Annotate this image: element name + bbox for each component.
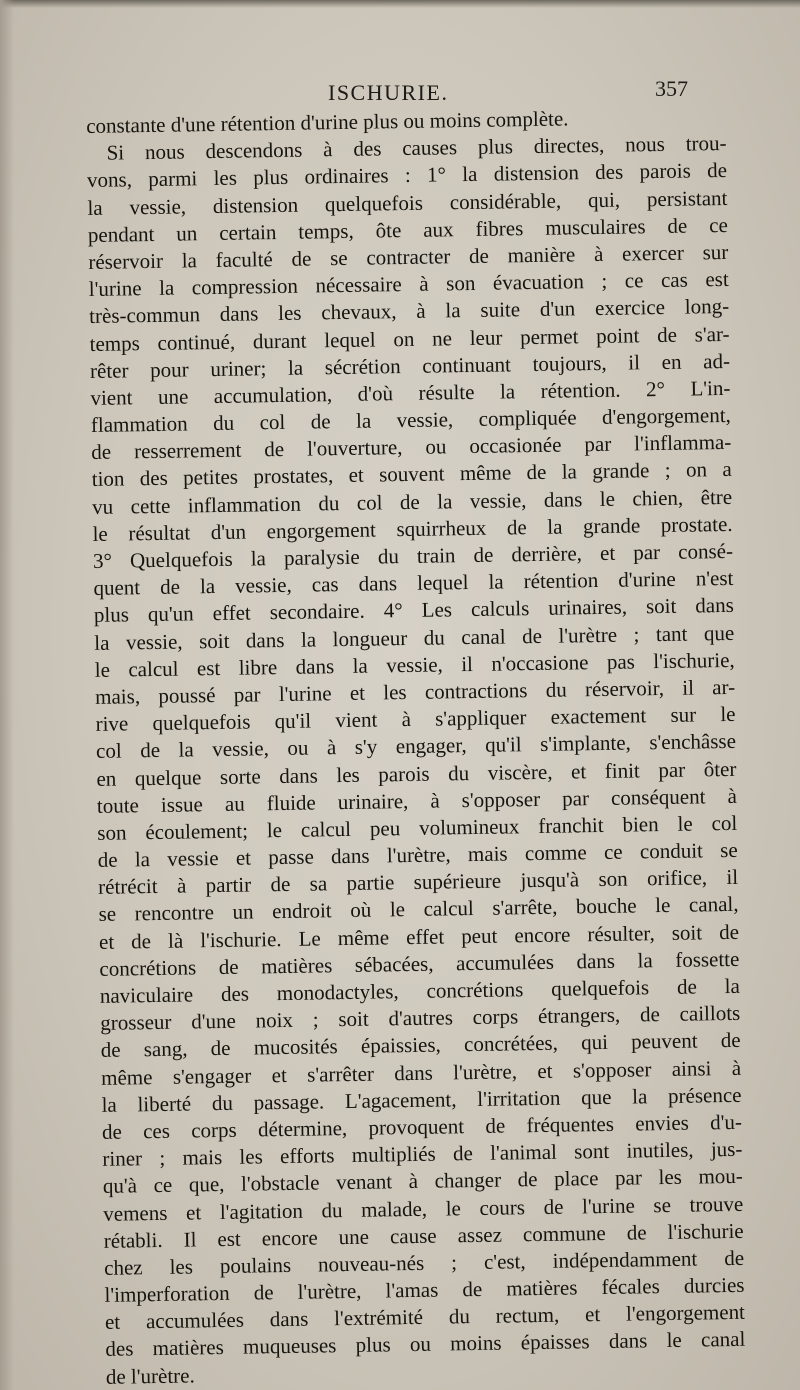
text-line: l'urine la compression nécessaire à son évacuation ; ce cas est (88, 267, 729, 302)
text-line: vu cette inflammation du col de la vessie, dans le chien, être (91, 484, 733, 519)
text-line: de la vessie et passe dans l'urètre, mais comme ce conduit se (97, 837, 738, 872)
text-line: quent de la vessie, cas dans lequel la rétention d'urine n'est (93, 566, 734, 601)
text-line: la vessie, distension quelquefois considérable, qui, persistant (87, 185, 728, 220)
text-line: son écoulement; le calcul peu volumineux franchit bien le col (97, 810, 738, 845)
text-line: vient une accumulation, d'où résulte la rétention. 2° L'in- (90, 375, 731, 410)
text-line: rétabli. Il est encore une cause assez commune de l'ischurie (103, 1218, 744, 1253)
text-line: l'imperforation de l'urètre, l'amas de matières fécales durcies (104, 1272, 745, 1307)
text-line: chez les poulains nouveau-nés ; c'est, indépendamment de (103, 1245, 745, 1280)
page-top-edge-shadow (0, 0, 800, 8)
text-line: le résultat d'un engorgement squirrheux de la grande prostate. (92, 511, 733, 546)
text-line: 3° Quelquefois la paralysie du train de derrière, et par consé- (92, 538, 734, 573)
page-number: 357 (655, 76, 688, 101)
text-line: de ces corps détermine, provoquent de fréquentes envies d'u- (101, 1109, 743, 1144)
text-line: col de la vessie, ou à s'y engager, qu'il s'implante, s'enchâsse (95, 729, 737, 764)
text-line: même s'engager et s'arrêter dans l'urètre, et s'opposer ainsi à (100, 1055, 742, 1090)
text-line: plus qu'un effet secondaire. 4° Les calculs urinaires, soit dans (93, 593, 735, 628)
text-line: toute issue au fluide urinaire, à s'opposer par conséquent à (96, 783, 737, 818)
text-line: et de là l'ischurie. Le même effet peut encore résulter, soit de (98, 919, 740, 954)
text-line: la vessie, soit dans la longueur du canal de l'urètre ; tant que (94, 620, 735, 655)
text-line: grosseur d'une noix ; soit d'autres corps étrangers, de caillots (100, 1001, 741, 1036)
running-title: ISCHURIE. (328, 80, 449, 105)
text-line: Si nous descendons à des causes plus directes, nous trou- (106, 131, 727, 165)
text-line: naviculaire des monodactyles, concrétions quelquefois de la (99, 973, 740, 1008)
text-line: temps continué, durant lequel on ne leur permet point de s'ar- (89, 321, 730, 356)
text-line: des matières muqueuses plus ou moins épaisses dans le canal (105, 1327, 746, 1362)
text-line: la liberté du passage. L'agacement, l'irritation que la présence (101, 1082, 742, 1117)
text-line: et accumulées dans l'extrémité du rectum, et l'engorgement (104, 1300, 746, 1335)
text-line: rétrécit à partir de sa partie supérieure jusqu'à son orifice, il (97, 865, 739, 900)
page-gutter-shadow (0, 0, 14, 1390)
body-text (86, 103, 746, 1390)
text-line: vons, parmi les plus ordinaires : 1° la distension des parois de (86, 158, 728, 193)
text-line: en quelque sorte dans les parois du viscère, et finit par ôter (96, 756, 737, 791)
text-line: pendant un certain temps, ôte aux fibres musculaires de ce (87, 212, 729, 247)
text-line: réservoir la faculté de se contracter de manière à exercer sur (88, 239, 729, 274)
text-line: le calcul est libre dans la vessie, il n'occasione pas l'ischurie, (94, 647, 735, 682)
text-line: se rencontre un endroit où le calcul s'arrête, bouche le canal, (98, 892, 739, 927)
text-line: de resserrement de l'ouverture, ou occasionée par l'inflamma- (91, 430, 732, 465)
text-line: très-commun dans les chevaux, à la suite d'un exercice long- (89, 294, 730, 329)
text-line: rive quelquefois qu'il vient à s'appliquer exactement sur le (95, 701, 736, 737)
text-line: mais, poussé par l'urine et les contractions du réservoir, il ar- (94, 674, 736, 709)
text-line: concrétions de matières sébacées, accumulées dans la fossette (99, 946, 740, 981)
text-line: flammation du col de la vessie, compliquée d'engorgement, (90, 402, 732, 438)
text-line: constante d'une rétention d'urine plus ou moins complète. (86, 106, 569, 138)
text-line: riner ; mais les efforts multipliés de l'animal sont inutiles, jus- (102, 1136, 743, 1171)
text-line: de l'urètre. (105, 1363, 195, 1389)
text-line: de sang, de mucosités épaissies, concrétées, qui peuvent de (100, 1028, 741, 1063)
text-line: vemens et l'agitation du malade, le cours de l'urine se trouve (103, 1191, 744, 1226)
text-line: qu'à ce que, l'obstacle venant à changer de place par les mou- (102, 1164, 743, 1199)
text-line: tion des petites prostates, et souvent même de la grande ; on a (91, 457, 732, 492)
text-line: rêter pour uriner; la sécrétion continuant toujours, il en ad- (89, 348, 731, 383)
